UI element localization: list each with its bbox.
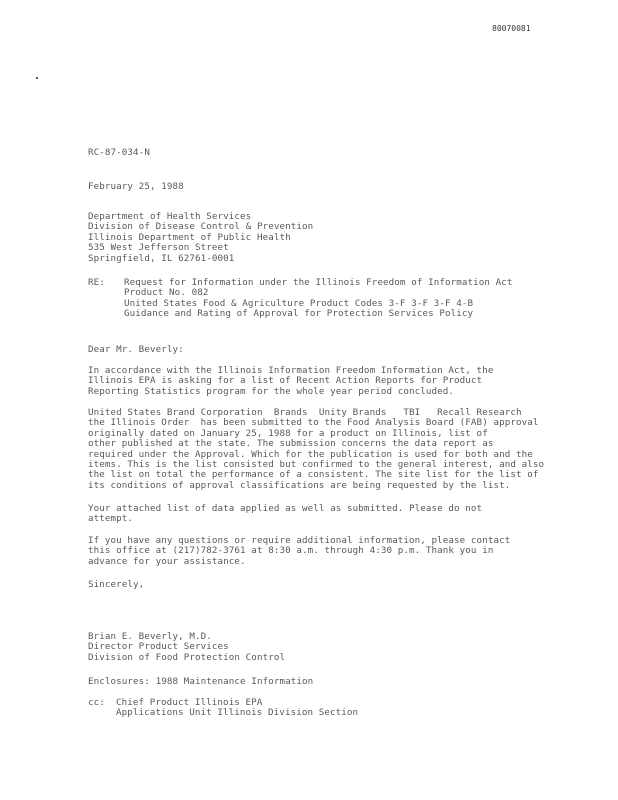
paragraph-3 — [88, 504, 538, 525]
signature-line: Brian E. Beverly, M.D. — [88, 631, 212, 642]
paragraph-4 — [88, 536, 538, 567]
body-line: In accordance with the Illinois Information Freedom Information Act, the — [88, 365, 494, 376]
body-line: attempt. — [88, 513, 134, 525]
salutation: Dear Mr. Beverly: — [88, 344, 184, 355]
body-line: other published at the state. The submission concerns the data report as — [88, 438, 494, 450]
subject-line: Request for Information under the Illinois Freedom of Information Act — [124, 277, 513, 288]
body-line: advance for your assistance. — [88, 555, 246, 567]
recipient-line: Department of Health Services — [88, 211, 252, 222]
subject-label: RE: — [88, 277, 105, 288]
signature-line: Division of Food Protection Control — [88, 651, 286, 663]
signature-block — [88, 632, 538, 663]
body-line: the list on total the performance of a consistent. The site list for the list of — [88, 469, 539, 481]
subject-line: Product No. 082 — [124, 287, 209, 299]
recipient-line: Division of Disease Control & Prevention — [88, 221, 314, 233]
body-line: the Illinois Order has been submitted to the Food Analysis Board (FAB) approval — [88, 417, 539, 429]
body-line: Your attached list of data applied as well as submitted. Please do not — [88, 503, 483, 514]
reference-line: RC-87-034-N — [88, 147, 150, 158]
scan-speck — [36, 77, 38, 79]
paragraph-2 — [88, 407, 545, 491]
paragraph-1 — [88, 366, 538, 397]
letter-date: February 25, 1988 — [88, 181, 184, 192]
body-line: required under the Approval. Which for the publication is used for both and the — [88, 448, 533, 460]
subject-line: Guidance and Rating of Approval for Protection Services Policy — [124, 308, 474, 320]
recipient-line: Illinois Department of Public Health — [88, 231, 291, 243]
body-line: Illinois EPA is asking for a list of Recent Action Reports for Product — [88, 375, 483, 387]
body-line: its conditions of approval classifications are being requested by the list. — [88, 479, 511, 491]
closing: Sincerely, — [88, 579, 145, 590]
body-line: If you have any questions or require additional information, please contact — [88, 535, 511, 546]
document-id: 80070081 — [492, 24, 531, 33]
recipient-line: 535 West Jefferson Street — [88, 242, 229, 254]
cc-line: Chief Product Illinois EPA — [116, 697, 263, 708]
body-line: items. This is the list consisted but confirmed to the general interest, and also — [88, 459, 545, 471]
body-line: Reporting Statistics program for the whole year period concluded. — [88, 385, 455, 397]
body-line: this office at (217)782-3761 at 8:30 a.m. through 4:30 p.m. Thank you in — [88, 545, 494, 557]
cc-label: cc: — [88, 697, 105, 708]
enclosures-line: Enclosures: 1988 Maintenance Information — [88, 676, 314, 687]
subject-line: United States Food & Agriculture Product Codes 3-F 3-F 3-F 4-B — [124, 297, 474, 309]
body-line: originally dated on January 25, 1988 for a product on Illinois, list of — [88, 427, 488, 439]
recipient-address — [88, 212, 538, 264]
recipient-line: Springfield, IL 62761-0001 — [88, 252, 235, 264]
body-line: United States Brand Corporation Brands Unity Brands TBI Recall Research — [88, 407, 522, 418]
signature-line: Director Product Services — [88, 641, 229, 653]
cc-line: Applications Unit Illinois Division Section — [116, 707, 359, 719]
